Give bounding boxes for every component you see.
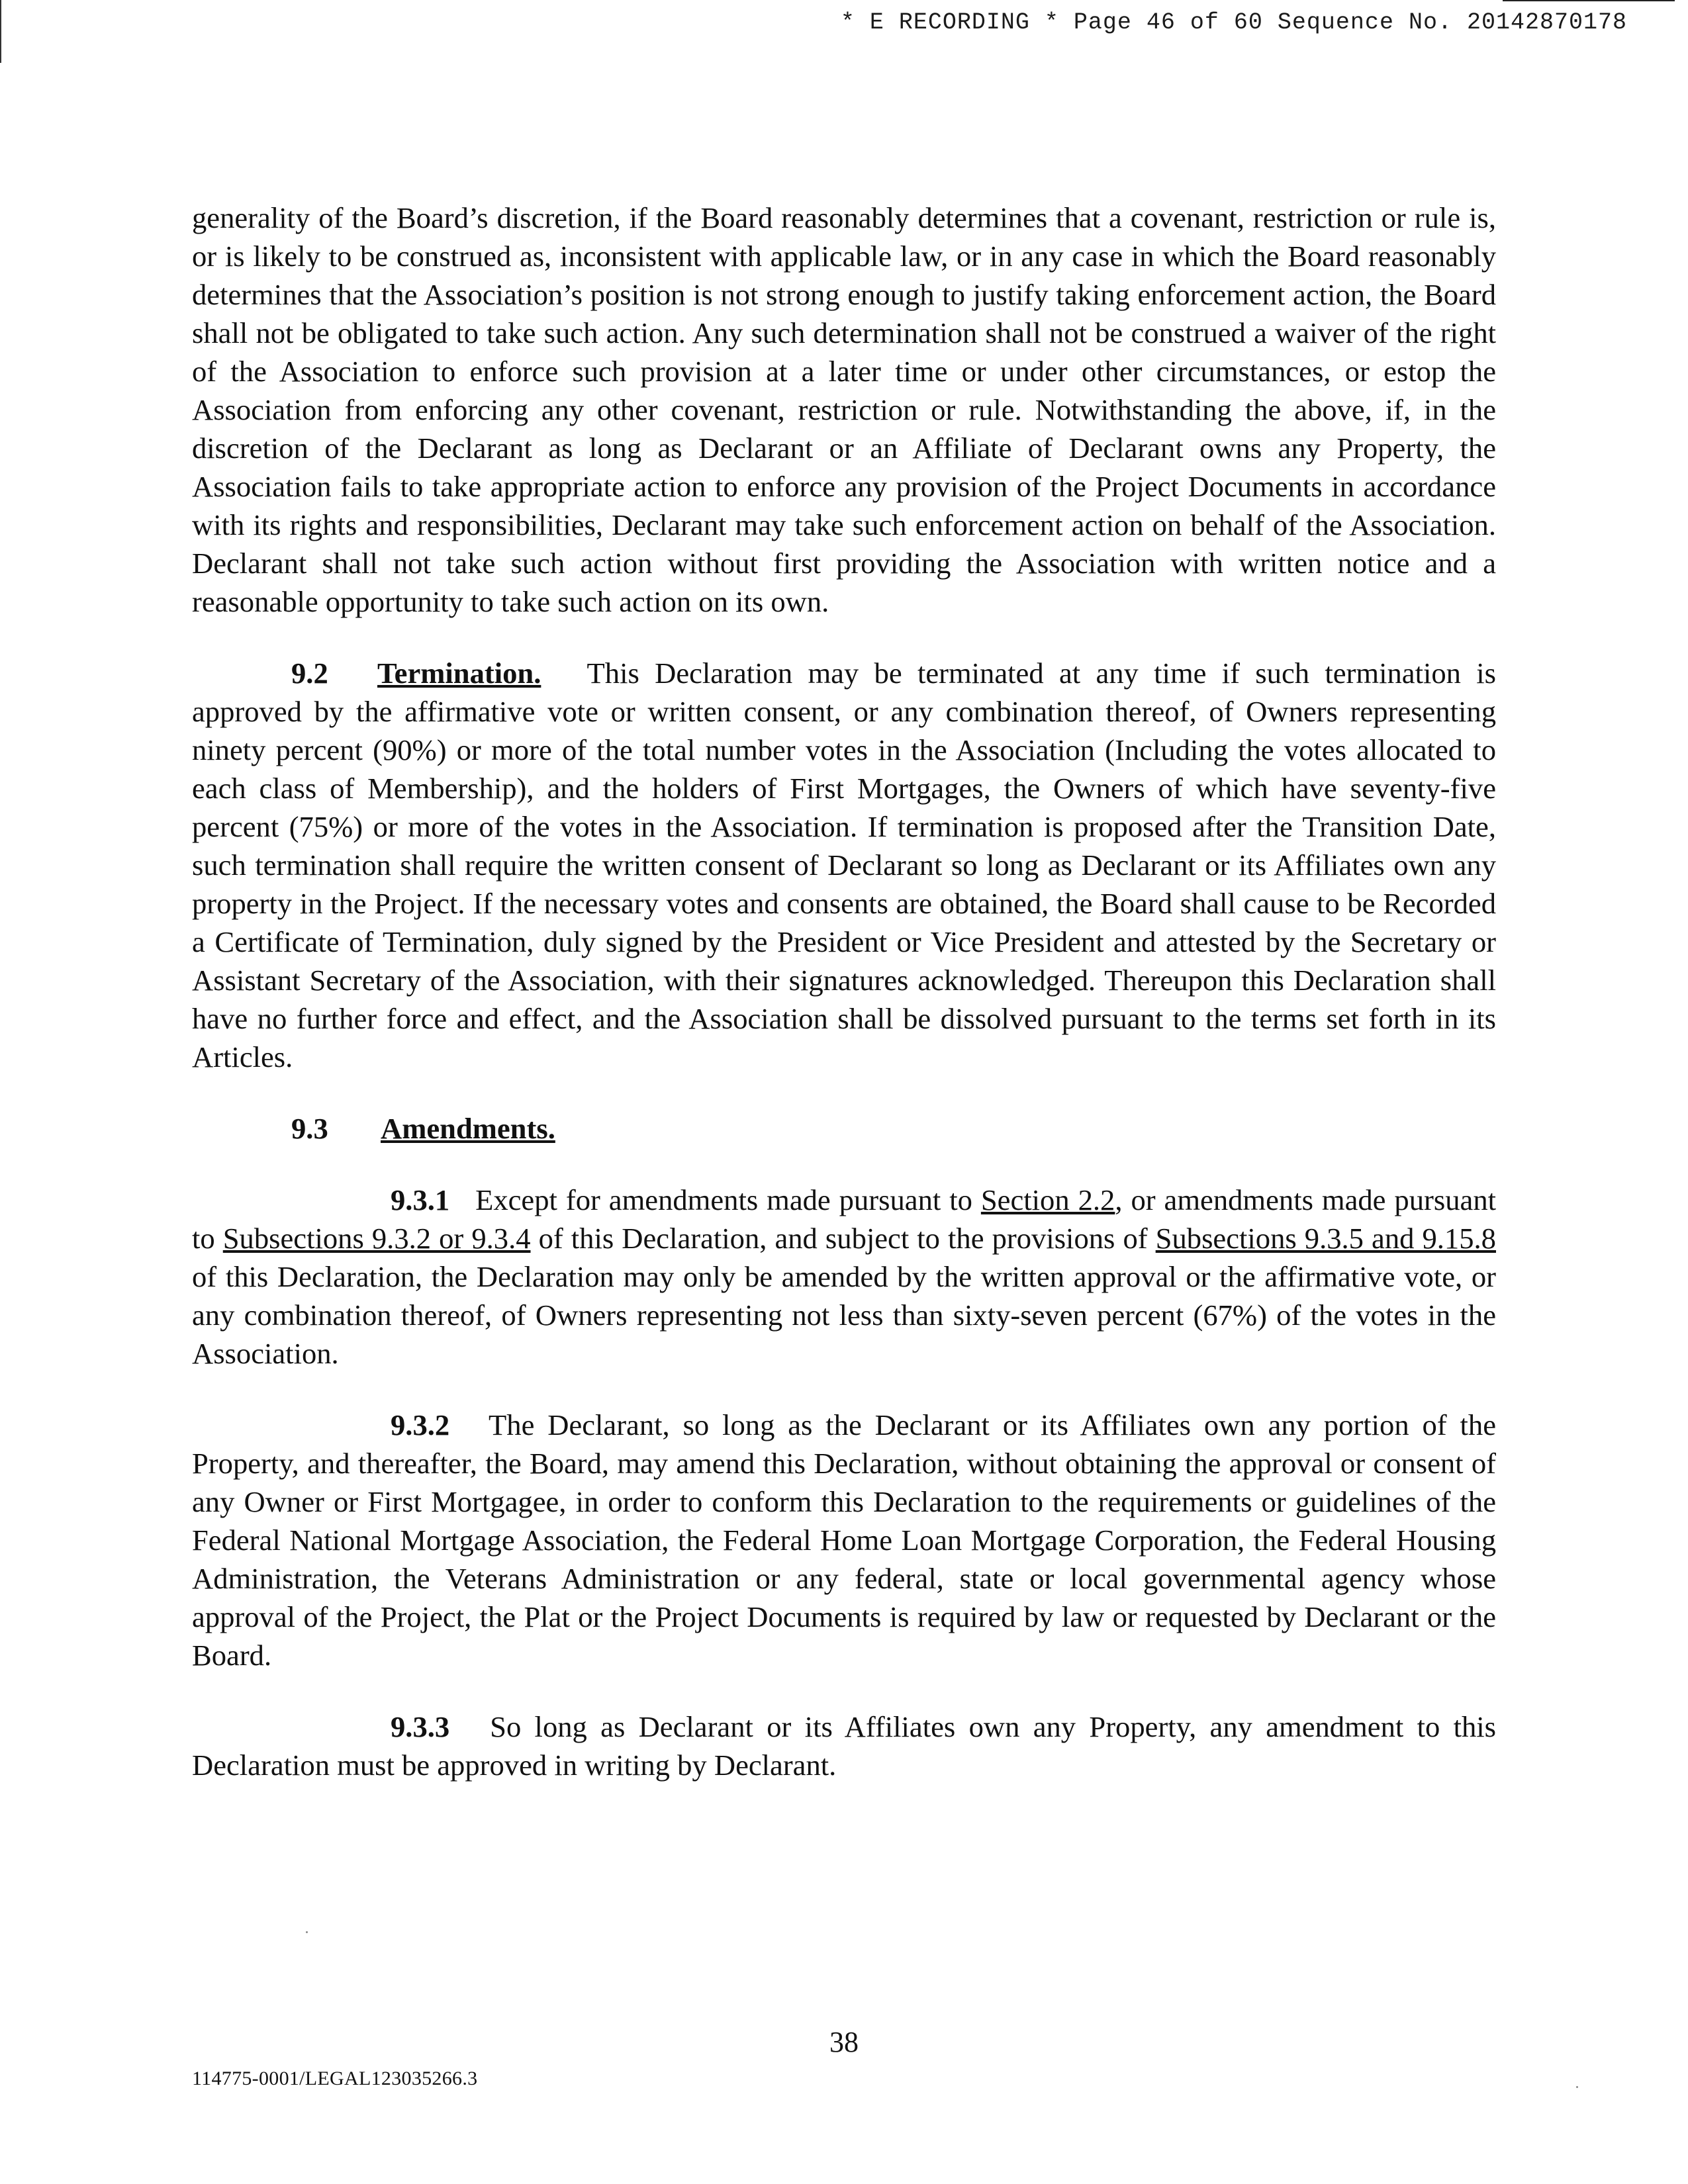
section-9-3 <box>192 1109 1496 1148</box>
section-text: This Declaration may be terminated at any time if such termination is approved by the affirmative vote or written consent, or any combination thereof, of Owners representing ninety percent (90%) or more of the total number votes in the Association (Including the votes allocated to each class of Membership), and the holders of First Mortgages, the Owners of which have seventy-five percent (75%) or more of the votes in the Association. If termination is proposed after the Transition Date, such termination shall require the written consent of Declarant so long as Declarant or its Affiliates own any property in the Project. If the necessary votes and consents are obtained, the Board shall cause to be Recorded a Certificate of Termination, duly signed by the President or Vice President and attested by the Secretary or Assistant Secretary of the Association, with their signatures acknowledged. Thereupon this Declaration shall have no further force and effect, and the Association shall be dissolved pursuant to the terms set forth in its Articles. <box>192 657 1497 1073</box>
section-heading: Termination. <box>377 657 541 690</box>
page-number: 38 <box>829 2026 859 2058</box>
scan-edge-line <box>1503 0 1675 1</box>
section-number: 9.2 <box>291 657 328 690</box>
subsection-text: So long as Declarant or its Affiliates own any Property, any amendment to this Declaration must be approved in writing by Declarant. <box>192 1710 1497 1782</box>
subsection-text: , or amendments made pursuant to <box>192 1183 1497 1255</box>
subsection-number: 9.3.1 <box>391 1183 450 1216</box>
section-9-2 <box>192 654 1496 1076</box>
cross-reference-link: Section 2.2 <box>980 1183 1115 1216</box>
scan-edge-mark <box>0 0 1 63</box>
section-number: 9.3 <box>291 1112 328 1145</box>
subsection-text: of this Declaration, the Declaration may only be amended by the written approval or the affirmative vote, or any combination thereof, of Owners representing not less than sixty-seven percent (67%) of the votes in the Association. <box>192 1260 1496 1370</box>
cross-reference-link: Subsections 9.3.5 and 9.15.8 <box>1155 1222 1496 1255</box>
recording-stamp: * E RECORDING * Page 46 of 60 Sequence No. 20142870178 <box>840 9 1627 36</box>
document-id: 114775-0001/LEGAL123035266.3 <box>192 2068 478 2089</box>
subsection-9-3-2 <box>192 1406 1496 1674</box>
document-body <box>192 199 1496 1817</box>
subsection-9-3-1 <box>192 1181 1496 1373</box>
subsection-text: of this Declaration, and subject to the provisions of <box>538 1222 1148 1255</box>
subsection-9-3-3 <box>192 1707 1496 1784</box>
scan-speck <box>1576 2086 1578 2088</box>
subsection-text: Except for amendments made pursuant to <box>475 1183 972 1216</box>
subsection-number: 9.3.2 <box>391 1408 450 1441</box>
section-heading: Amendments. <box>381 1112 555 1145</box>
subsection-number: 9.3.3 <box>391 1710 450 1743</box>
cross-reference-link: Subsections 9.3.2 or 9.3.4 <box>222 1222 531 1255</box>
scan-speck <box>306 1931 308 1933</box>
continued-paragraph: generality of the Board’s discretion, if the Board reasonably determines that a covenant, restriction or rule is, or is likely to be construed as, inconsistent with applicable law, or in any case in which the Board reasonably determines that the Association’s position is not strong enough to justify taking enforcement action, the Board shall not be obligated to take such action. Any such determination shall not be construed a waiver of the right of the Association to enforce such provision at a later time or under other circumstances, or estop the Association from enforcing any other covenant, restriction or rule. Notwithstanding the above, if, in the discretion of the Declarant as long as Declarant or an Affiliate of Declarant owns any Property, the Association fails to take appropriate action to enforce any provision of the Project Documents in accordance with its rights and responsibilities, Declarant may take such enforcement action on behalf of the Association. Declarant shall not take such action without first providing the Association with written notice and a reasonable opportunity to take such action on its own. <box>192 201 1496 618</box>
subsection-text: The Declarant, so long as the Declarant or its Affiliates own any portion of the Property, and thereafter, the Board, may amend this Declaration, without obtaining the approval or consent of any Owner or First Mortgagee, in order to conform this Declaration to the requirements or guidelines of the Federal National Mortgage Association, the Federal Home Loan Mortgage Corporation, the Federal Housing Administration, the Veterans Administration or any federal, state or local governmental agency whose approval of the Project, the Plat or the Project Documents is required by law or requested by Declarant or the Board. <box>192 1408 1497 1672</box>
